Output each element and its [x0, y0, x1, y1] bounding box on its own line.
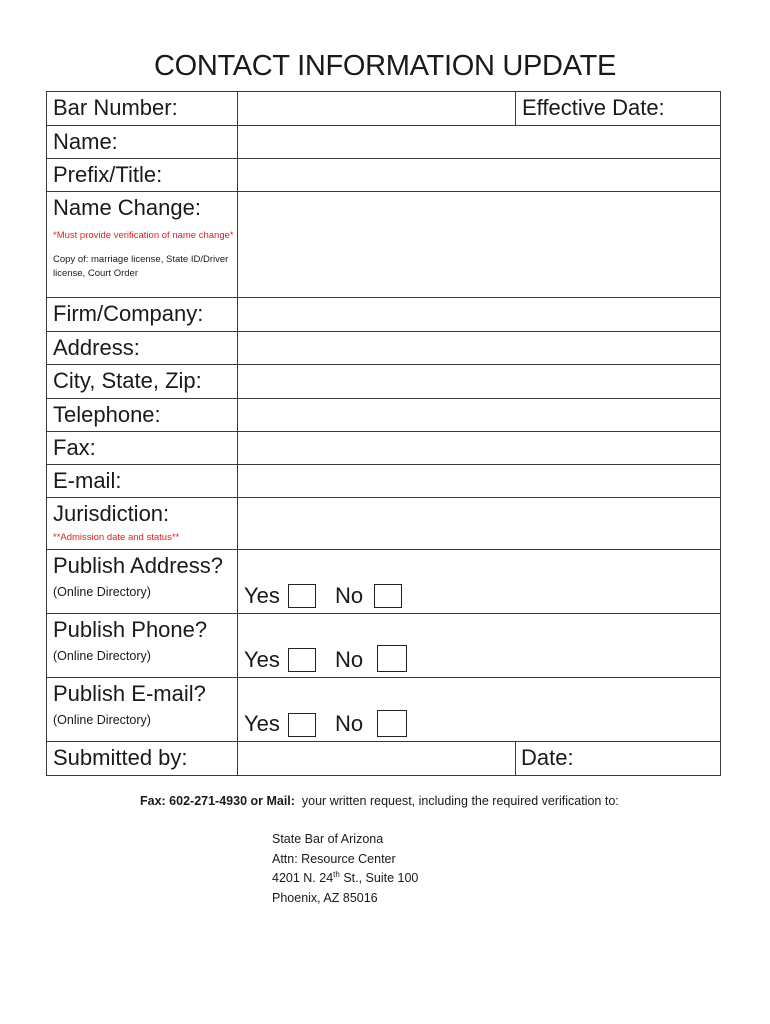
- address-attn: Attn: Resource Center: [272, 851, 396, 866]
- online-directory-label: (Online Directory): [53, 585, 151, 599]
- name-change-documents-note: Copy of: marriage license, State ID/Driver license, Court Order: [53, 254, 229, 279]
- city-state-zip-label: City, State, Zip:: [53, 368, 202, 393]
- prefix-title-label: Prefix/Title:: [53, 162, 163, 187]
- effective-date-cell[interactable]: [516, 92, 721, 126]
- publish-address-options: [238, 550, 720, 612]
- yes-label: Yes: [244, 711, 280, 736]
- publish-phone-label: Publish Phone?: [53, 617, 208, 642]
- fax-label: Fax:: [53, 435, 96, 460]
- page-title: CONTACT INFORMATION UPDATE: [153, 50, 617, 82]
- email-label: E-mail:: [53, 468, 122, 493]
- row-publish-phone: [47, 614, 721, 678]
- name-input[interactable]: [238, 126, 720, 152]
- publish-phone-yes-checkbox[interactable]: [288, 648, 316, 672]
- bar-number-input[interactable]: [238, 92, 515, 118]
- contact-form-table: [46, 91, 721, 776]
- effective-date-label: Effective Date:: [522, 95, 665, 120]
- row-address: [47, 332, 721, 365]
- row-submitted-by: [47, 742, 721, 776]
- publish-address-yes-checkbox[interactable]: [288, 584, 316, 608]
- address-label: Address:: [53, 335, 140, 360]
- publish-address-label: Publish Address?: [53, 553, 223, 578]
- row-name-change: [47, 192, 721, 298]
- yes-label: Yes: [244, 583, 280, 608]
- bar-number-label-cell: [47, 92, 238, 126]
- row-telephone: [47, 399, 721, 432]
- submitted-by-input[interactable]: [238, 742, 515, 768]
- name-change-input[interactable]: [238, 192, 720, 236]
- date-label: Date:: [521, 745, 574, 770]
- fax-mail-heading: Fax: 602-271-4930 or Mail:: [140, 794, 295, 808]
- row-publish-email: [47, 678, 721, 742]
- row-fax: [47, 432, 721, 465]
- address-org: State Bar of Arizona: [272, 832, 384, 846]
- row-email: [47, 465, 721, 498]
- jurisdiction-input[interactable]: [238, 498, 720, 542]
- no-label: No: [335, 583, 364, 608]
- city-state-zip-input[interactable]: [238, 365, 720, 391]
- prefix-title-input[interactable]: [238, 159, 720, 185]
- online-directory-label: (Online Directory): [53, 713, 151, 727]
- firm-company-label: Firm/Company:: [53, 301, 204, 326]
- name-change-label: Name Change:: [53, 195, 201, 220]
- no-label: No: [335, 647, 364, 672]
- publish-address-no-checkbox[interactable]: [374, 584, 402, 608]
- mailing-address: [272, 830, 418, 908]
- address-street: 4201 N. 24th St., Suite 100: [272, 869, 419, 885]
- jurisdiction-label: Jurisdiction:: [53, 501, 170, 526]
- address-input[interactable]: [238, 332, 720, 358]
- row-firm-company: [47, 298, 721, 332]
- telephone-input[interactable]: [238, 399, 720, 425]
- publish-phone-options: [238, 614, 720, 676]
- online-directory-label: (Online Directory): [53, 649, 151, 663]
- row-city-state-zip: [47, 365, 721, 399]
- publish-email-yes-checkbox[interactable]: [288, 713, 316, 737]
- fax-mail-text: your written request, including the required verification to:: [301, 794, 619, 808]
- firm-company-input[interactable]: [238, 298, 720, 324]
- row-bar-number: [47, 92, 721, 126]
- bar-number-cell: [238, 92, 516, 126]
- fax-input[interactable]: [238, 432, 720, 458]
- row-name: [47, 126, 721, 159]
- yes-label: Yes: [244, 647, 280, 672]
- email-input[interactable]: [238, 465, 720, 491]
- row-publish-address: [47, 550, 721, 614]
- row-prefix-title: [47, 159, 721, 192]
- address-city: Phoenix, AZ 85016: [272, 890, 378, 905]
- no-label: No: [335, 711, 364, 736]
- publish-email-no-checkbox[interactable]: [377, 710, 407, 737]
- bar-number-label: Bar Number:: [53, 95, 178, 120]
- jurisdiction-note: **Admission date and status**: [53, 532, 180, 543]
- publish-email-options: [238, 678, 720, 740]
- publish-phone-no-checkbox[interactable]: [377, 645, 407, 672]
- name-change-verification-note: *Must provide verification of name change*: [53, 230, 234, 241]
- telephone-label: Telephone:: [53, 402, 161, 427]
- submission-instructions: [140, 794, 619, 808]
- name-label: Name:: [53, 129, 118, 154]
- publish-email-label: Publish E-mail?: [53, 681, 206, 706]
- row-jurisdiction: [47, 498, 721, 550]
- submitted-by-label: Submitted by:: [53, 745, 188, 770]
